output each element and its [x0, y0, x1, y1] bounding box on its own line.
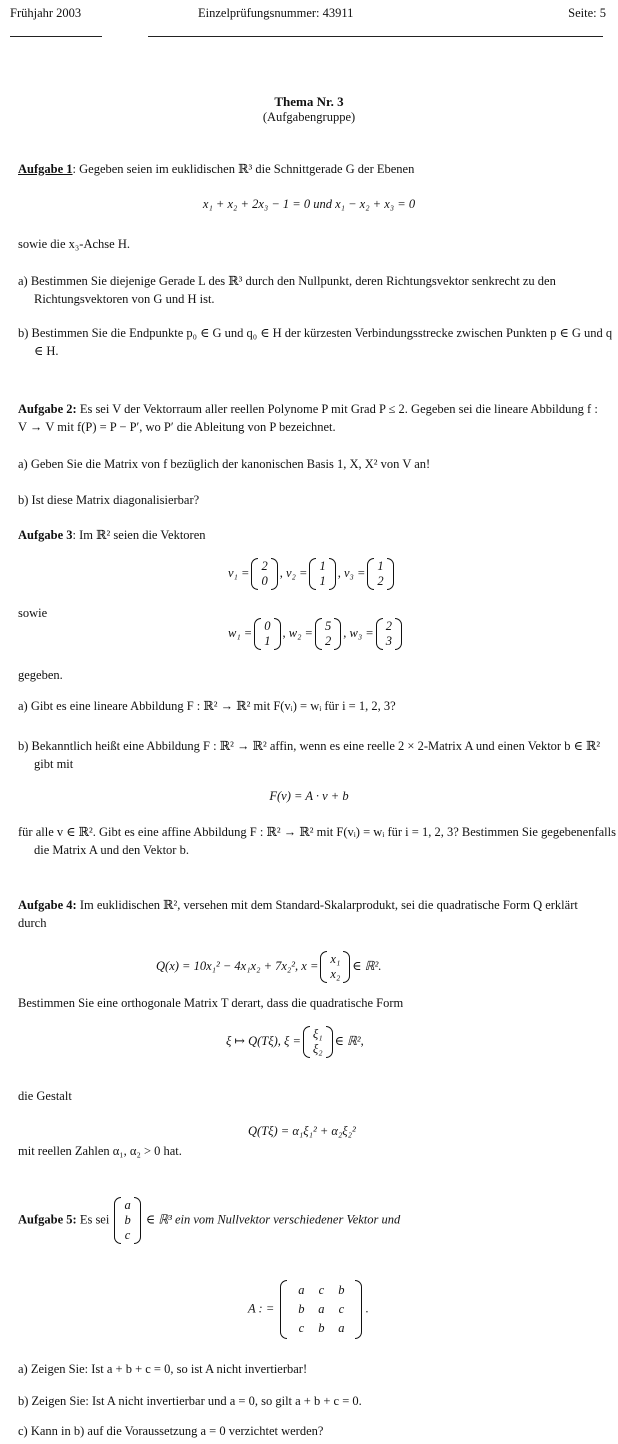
- aufgabe-1-equation: x₁ + x₂ + 2x₃ − 1 = 0 und x₁ − x₂ + x₃ = 0: [202, 197, 416, 211]
- vector-w1: 0 1: [254, 618, 280, 650]
- aufgabe-5-part-a: a) Zeigen Sie: Ist a + b + c = 0, so ist A nicht invertierbar!: [18, 1362, 308, 1376]
- aufgabe-3-v-vectors: v₁ = 2 0 , v₂ = 1 1 , v₃ = 1 2: [228, 558, 396, 590]
- aufgabe-3-sowie: sowie: [18, 606, 48, 620]
- vector-xi: ξ₁ ξ₂: [303, 1026, 333, 1058]
- aufgabe-5-part-b: b) Zeigen Sie: Ist A nicht invertierbar und a = 0, so gilt a + b + c = 0.: [18, 1394, 362, 1408]
- aufgabe-3-part-a: a) Gibt es eine lineare Abbildung F : ℝ² → ℝ² mit F(vᵢ) = wᵢ für i = 1, 2, 3?: [18, 699, 396, 713]
- vector-w2: 5 2: [315, 618, 341, 650]
- header-date: Frühjahr 2003: [10, 6, 82, 20]
- aufgabe-4-text: Bestimmen Sie eine orthogonale Matrix T derart, dass die quadratische Form: [18, 996, 404, 1010]
- aufgabe-1-sowie: sowie die x₃-Achse H.: [18, 237, 130, 251]
- aufgabe-2-intro: Aufgabe 2: Es sei V der Vektorraum aller reellen Polynome P mit Grad P ≤ 2. Gegeben sei die lineare Abbildung f : V → V mit f(P) = P − P′, wo P′ die Ableitung von P bezeichnet.: [18, 402, 598, 434]
- aufgabe-2-part-a: a) Geben Sie die Matrix von f bezüglich der kanonischen Basis 1, X, X² von V an!: [18, 457, 431, 471]
- aufgabe-3-affine-formula: F(v) = A · v + b: [269, 789, 349, 803]
- aufgabe-4-map: ξ ↦ Q(Tξ), ξ = ξ₁ ξ₂ ∈ ℝ²,: [226, 1027, 364, 1056]
- aufgabe-3-part-b: b) Bekanntlich heißt eine Abbildung F : ℝ² → ℝ² affin, wenn es eine reelle 2 × 2-Matrix A und einen Vektor b ∈ ℝ² gibt mit: [18, 739, 601, 771]
- aufgabe-4-mit: mit reellen Zahlen α₁, α₂ > 0 hat.: [18, 1144, 182, 1158]
- aufgabe-1-part-b: b) Bestimmen Sie die Endpunkte p₀ ∈ G und q₀ ∈ H der kürzesten Verbindungsstrecke zwischen Punkten p ∈ G und q ∈ H.: [18, 326, 613, 358]
- aufgabe-4-gestalt: die Gestalt: [18, 1089, 72, 1103]
- aufgabe-4-intro: Aufgabe 4: Im euklidischen ℝ², versehen mit dem Standard-Skalarprodukt, sei die quadratische Form Q erklärt durch: [18, 898, 578, 930]
- aufgabe-3-intro: Aufgabe 3: Im ℝ² seien die Vektoren: [18, 528, 206, 542]
- aufgabe-1-intro: Aufgabe 1: Gegeben seien im euklidischen ℝ³ die Schnittgerade G der Ebenen: [18, 162, 415, 176]
- aufgabe-3-part-b-continued: für alle v ∈ ℝ². Gibt es eine affine Abbildung F : ℝ² → ℝ² mit F(vᵢ) = wᵢ für i = 1, 2, 3? Bestimmen Sie gegebenenfalls die Matrix A und den Vektor b.: [18, 825, 616, 857]
- header-rule-right: [148, 36, 603, 37]
- vector-v2: 1 1: [309, 558, 335, 590]
- aufgabe-4-quadratic-form: Q(x) = 10x₁² − 4x₁x₂ + 7x₂², x = x₁ x₂ ∈ ℝ².: [156, 952, 382, 981]
- aufgabe-5-matrix-def: A : = a c b b a c c b a .: [248, 1280, 369, 1339]
- aufgabe-4-normal-form: Q(Tξ) = α₁ξ₁² + α₂ξ₂²: [248, 1124, 356, 1138]
- vector-abc: a b c: [114, 1197, 140, 1244]
- header-page: Seite: 5: [568, 6, 606, 20]
- matrix-a: a c b b a c c b a: [280, 1280, 362, 1339]
- thema-title: Thema Nr. 3: [274, 94, 344, 109]
- vector-x: x₁ x₂: [320, 951, 350, 983]
- aufgabe-1-label: Aufgabe 1: [18, 162, 73, 176]
- vector-w3: 2 3: [376, 618, 402, 650]
- aufgabe-3-gegeben: gegeben.: [18, 668, 63, 682]
- aufgabe-5-intro: Aufgabe 5: Es sei a b c ∈ ℝ³ ein vom Nullvektor verschiedener Vektor und: [18, 1198, 401, 1242]
- aufgabe-4-label: Aufgabe 4:: [18, 898, 77, 912]
- vector-v3: 1 2: [367, 558, 393, 590]
- header-rule-left: [10, 36, 102, 37]
- aufgabe-3-w-vectors: w₁ = 0 1 , w₂ = 5 2 , w₃ = 2 3: [228, 618, 404, 650]
- aufgabe-5-part-c: c) Kann in b) auf die Voraussetzung a = 0 verzichtet werden?: [18, 1424, 324, 1438]
- aufgabe-3-label: Aufgabe 3: [18, 528, 73, 542]
- aufgabe-5-label: Aufgabe 5:: [18, 1212, 77, 1227]
- aufgabe-1-part-a: a) Bestimmen Sie diejenige Gerade L des ℝ³ durch den Nullpunkt, deren Richtungsvektor senkrecht zu den Richtungsvektoren von G und H ist.: [18, 274, 556, 306]
- header-exam-number: Einzelprüfungsnummer: 43911: [198, 6, 354, 20]
- aufgabe-2-label: Aufgabe 2:: [18, 402, 77, 416]
- vector-v1: 2 0: [251, 558, 277, 590]
- thema-subtitle: (Aufgabengruppe): [262, 110, 356, 124]
- aufgabe-2-part-b: b) Ist diese Matrix diagonalisierbar?: [18, 493, 200, 507]
